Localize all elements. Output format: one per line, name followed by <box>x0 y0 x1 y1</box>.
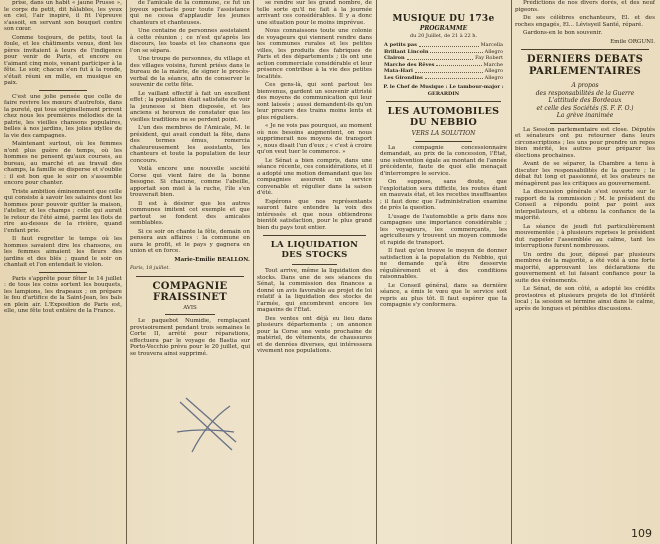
auto-subtitle: VERS LA SOLUTION <box>411 130 476 137</box>
separator <box>165 314 215 315</box>
article-paragraph: Tout arrive, même la liquidation des stocks. Dans une de ses séances du Sénat, la commission des finances a donné un avis favorable au projet de loi relatif à la liquidation des stocks de l'armée, qui encombrent encore les magasins de l'État. <box>257 268 372 313</box>
column-3 <box>257 0 372 544</box>
debate-title: DERNIERS DEBATS PARLEMENTAIRES <box>526 54 644 77</box>
article-signature: Marie-Emilie BEALLON. <box>174 256 250 263</box>
article-paragraph: Voilà encore une nouvelle société Corse qui vient faire de la bonne besogne. Si chacune, comme l'abeille, apportait son miel à la ruche, l'île s'en trouverait bien. <box>130 166 250 198</box>
column-5 <box>515 0 655 544</box>
article-paragraph: Le Sénat, de son côté, a adopté les crédits provisoires et plusieurs projets de loi d'intérêt local ; la session se termine ainsi dans le calme, après de longues et pénibles discussions. <box>515 286 655 312</box>
article-paragraph: Le Sénat a bien compris, dans une séance récente, ces considérations, et il a adopté une motion demandant que les compagnies assurent un service convenable et régulier dans la saison d'été. <box>257 157 372 196</box>
column-divider <box>376 0 377 544</box>
article-paragraph: de l'amicale de la commune, ce fut un joyeux spectacle pour toute l'assistance qui ne cessa d'applaudir les jeunes chanteurs et chanteuses. <box>130 0 250 26</box>
separator <box>292 264 337 265</box>
article-paragraph: La séance de jeudi fut particulièrement mouvementée ; à plusieurs reprises le président dut rappeler l'assemblée au calme, tant les interruptions furent nombreuses. <box>515 223 655 249</box>
program-row: Les Girondins Allegro <box>384 74 503 81</box>
separator <box>550 123 620 124</box>
article-paragraph: Le vaillant effectif à fait un excellent effet ; la population était satisfaite de voir la jeunesse si bien disposée, et les anciens si heureux de constater que les vieilles traditions ne se perdent point. <box>130 90 250 123</box>
column-divider <box>253 0 254 544</box>
article-paragraph: Paris s'apprête pour fêter le 14 juillet : de tous les coins sortent les bouquets, les lampions, les drapeaux ; on prépare le feu d'artifice de la Saint-Jean, les bals en plein air. L'Exposition de Paris est, elle, une fête tout entière de la France. <box>4 275 122 314</box>
article-paragraph: Il est à désirer que les autres communes imitent cet exemple et que partout se fondent des amicales semblables. <box>130 200 250 226</box>
debate-subtitle: La grève inanimée <box>556 112 614 119</box>
program-row: A petits pas Marcella <box>384 42 503 48</box>
page-number: 109 <box>631 527 652 540</box>
auto-title: LES AUTOMOBILES DU NEBBIO <box>387 106 500 128</box>
article-paragraph: Gardons-en le bon souvenir. <box>523 30 603 36</box>
article-paragraph: Un ordre du jour, déposé par plusieurs membres de la majorité, a été voté à une forte majorité, approuvant les déclarations du gouvernement et lui faisant confiance pour la suite des événements. <box>515 251 655 284</box>
article-paragraph: Avant de se séparer, la Chambre a tenu à discuter les responsabilités de la guerre ; le débat fut long et passionné, et les orateurs ne ménagèrent pas les critiques au gouvernement. <box>515 161 655 187</box>
company-notice: Le paquebot Numidie, remplaçant provisoirement pendant trois semaines le Corte II, arrêté pour réparations, effectuera par le voyage de Bastia sur Porto-Vecchio prévu pour le 20 juillet, qui se trouvera ainsi supprimé. <box>130 318 250 357</box>
article-paragraph: Il faut qu'on trouve le moyen de donner satisfaction à la population du Nebbio, qui ne demande qu'à être desservie régulièrement et à des conditions raisonnables. <box>380 248 507 280</box>
debate-subtitle: et celle des Sociétés (S. F. F. O.) <box>536 104 634 112</box>
separator <box>136 276 244 277</box>
debate-subtitle: des responsabilités de la Guerre <box>535 89 635 97</box>
article-signature: Emile ORGUNI. <box>610 38 655 45</box>
article-paragraph: On suppose, sans doute, que l'exploitation sera difficile, les routes étant en mauvais état, et les recettes insuffisantes ; il faut donc que l'administration examine de près la question. <box>380 179 507 211</box>
article-paragraph: La discussion générale s'est ouverte sur le rapport de la commission ; M. le président du Conseil a répondu point par point aux interpellateurs, et a obtenu la confiance de la majorité. <box>515 189 655 221</box>
debate-subtitle: A propos <box>571 82 599 89</box>
article-paragraph: La Session parlementaire est close. Députés et sénateurs ont pu retourner dans leurs circonscriptions ; les uns pour prendre un repos bien mérité, les autres pour préparer les élections prochaines. <box>515 126 655 159</box>
article-paragraph: Une centaine de personnes assistaient à cette réunion ; ce n'est qu'après les discours, les toasts et les chansons que l'on se sépara. <box>130 28 250 54</box>
debate-subtitle: L'attitude des Bordeaux <box>548 97 622 104</box>
program-signature: P. le Chef de Musique : Le tambour-major : GERARDIN <box>383 84 504 97</box>
article-paragraph: Il faut regretter le temps où les hommes savaient dire les chansons, ou les femmes aimaient les fleurs des jardins et des blés ; quand le soir on chantait et l'on entendait le violon. <box>4 236 122 268</box>
article-paragraph: Comme toujours, de petits, tout la foule, et les châtiments venus, dont les pères invitaient à leurs de l'indigence pour venir de Paris, et encore ou t'aimant cinq mois, venant participer à la fête. Le soir, chacun s'en fut à la ronde, s'était réuni en mille, en musique en paix. <box>4 34 122 86</box>
dateline: Paris, 18 juillet. <box>130 265 170 271</box>
column-divider <box>126 0 127 544</box>
article-paragraph: se rendre sur les grand nombre, de telle sorte qu'il ne fait à la journée arrivant ces considérables. Il y a donc une situation pour le moins imprévue. <box>257 0 372 26</box>
separator <box>39 272 87 273</box>
separator <box>521 49 649 50</box>
program-date: du 20 Juillet, de 21 à 22 h. <box>409 32 478 39</box>
article-paragraph: L'usage de l'automobile a pris dans nos campagnes une importance considérable ; les voyageurs, les commerçants, les agriculteurs y trouvent un moyen commode et rapide de transport. <box>380 213 507 246</box>
article-paragraph: Si ce soir on chante la fête, demain on pensera aux affaires : la commune en aura le profit, et le pays y gagnera en union et en force. <box>130 228 250 254</box>
article-paragraph: De ses célèbres enchanteurs, El. et des roches engagés, El... Lévisyeil Santé, réparé. <box>515 15 655 28</box>
article-paragraph: Nous connaissons toute une colonie de voyageurs qui viennent rendre dans les communes rurales et les petites villes, les produits des fabriques de Paris et des départements ; ils ont une action commerciale considérable et leur présence contribue à la vie des petites localités. <box>257 28 372 80</box>
column-4 <box>380 0 507 544</box>
article-paragraph: C'est une jolie pensée que celle de faire revivre les mœurs d'autrefois, dans la pureté, qui tous originellement prirent chez nous les premières mélodies de la patrie, les vieilles chansons populaires, belles à nos jardins, les jolies idylles de la vie des campagnes. <box>4 93 122 139</box>
separator <box>415 141 472 142</box>
article-paragraph: Ces gens-là, qui sont partout les bienvenus, gardent un souvenir attristé des moyens de communication qui leur sont laissés ; aussi demandent-ils qu'on leur procure des trains moins lents et plus réguliers. <box>257 82 372 121</box>
column-divider <box>511 0 512 544</box>
stocks-title: LA LIQUIDATION DES STOCKS <box>270 240 359 260</box>
program-row: Clairon Fay Robert <box>384 55 503 61</box>
article-paragraph: Espérons que nos représentants sauront faire entendre la voix des intéressés et que nous obtiendrons bientôt satisfaction, pour le plus grand bien du pays tout entier. <box>257 198 372 231</box>
article-paragraph: Des ventes ont déjà eu lieu dans plusieurs départements ; on annonce pour la Corse une vente prochaine de matériel, de vêtements, de chaussures et de denrées diverses, qui intéressera vivement nos populations. <box>257 315 372 354</box>
program-row: Brillant Lincoln Allegro <box>384 48 503 55</box>
music-title: MUSIQUE DU 173e <box>392 14 495 24</box>
program-row: Mata-Hari Allegro <box>384 68 503 74</box>
article-paragraph: « Je ne vois pas pourquoi, au moment où nos besoins augmentent, on nous supprimerait nos moyens de transport », nous disait l'un d'eux ; « c'est à croire qu'on veut tuer le commerce. » <box>257 123 372 155</box>
article-paragraph: Prédictions de nos divers dorés, et des neuf pigeons. <box>515 0 655 13</box>
article-paragraph: Maintenant surtout, où les femmes n'ont plus guère de temps, où les hommes ne pensent qu'aux courses, au bureau, au marché et au travail des champs, la famille se disperse et s'oublie : il est bon que le soir on s'assemble encore pour chanter. <box>4 141 122 186</box>
company-subtitle: AVIS <box>183 304 197 311</box>
program-row: Marche des Rêves Marche <box>384 61 503 68</box>
article-paragraph: Triste ambition éminemment que celle qui consiste à savoir les salaires dont les hommes pour pouvoir quitter la maison, l'atelier, et les champs ; celle qui aurait le retour de l'été aimé, parmi les flots de rire au-dessus de la rivière, quand l'enfant prie. <box>4 188 122 234</box>
article-paragraph: prise, dans un habit « jaune Prusse », le corps du petit, dit hâlables, les yeux en ciel, l'air inspiré, il fit l'épreuve s'assoit, en servant son bouquet contre son cœur. <box>4 0 122 32</box>
article-paragraph: Le Conseil général, dans sa dernière séance, a émis le vœu que le service soit repris au plus tôt. Il faut espérer que la compagnie s'y conformera. <box>380 282 507 308</box>
column-2 <box>130 0 250 544</box>
program-label: PROGRAMME <box>419 25 468 32</box>
company-title: COMPAGNIE FRAISSINET <box>152 280 228 303</box>
article-paragraph: Une troupe de personnes, du village et des villages voisins, furent priées dans le bureau de la mairie, de signer le procès-verbal de la séance, afin de conserver le souvenir de cette fête. <box>130 56 250 88</box>
article-paragraph: La compagnie concessionnaire demandait, au prix de la concession, l'État, une subvention égale au montant de l'année précédente, faute de quoi elle menaçait d'interrompre le service. <box>380 144 507 177</box>
article-paragraph: L'un des membres de l'Amicale, M. le président, qui avait conduit la fête, dans des termes émus, remercia chaleureusement les assistants, les chanteurs et toute la population de leur concours. <box>130 125 250 164</box>
separator <box>386 101 501 102</box>
separator <box>39 90 87 91</box>
column-1 <box>4 0 122 544</box>
separator <box>263 235 366 236</box>
